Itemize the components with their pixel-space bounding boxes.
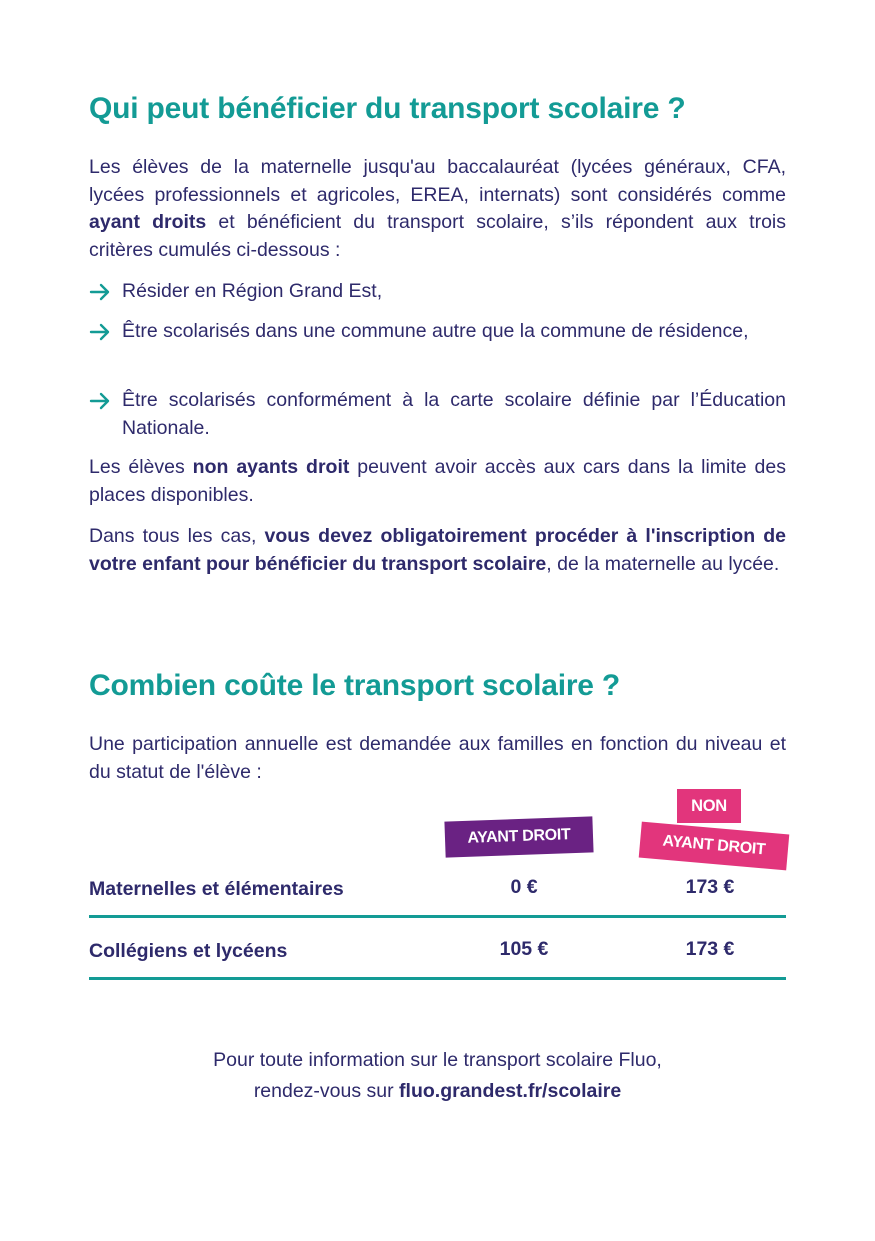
footer-line: rendez-vous sur fluo.grandest.fr/scolaire xyxy=(253,1080,622,1102)
ayant-droit-badge: AYANT DROIT xyxy=(444,816,593,857)
arrow-right-icon xyxy=(89,322,111,342)
section-title-cost: Combien coûte le transport scolaire ? xyxy=(89,669,621,702)
website-link[interactable]: fluo.grandest.fr/scolaire xyxy=(399,1080,622,1102)
arrow-right-icon xyxy=(89,282,111,302)
criteria-text: Être scolarisés conformément à la carte scolaire définie par l’Éducation Nationale. xyxy=(122,389,786,439)
non-ayants-droit-paragraph: Les élèves non ayants droit peuvent avoir accès aux cars dans la limite des places disponibles. xyxy=(89,456,786,506)
criteria-text: Être scolarisés dans une commune autre que la commune de résidence, xyxy=(122,320,749,342)
row-label-collegiens: Collégiens et lycéens xyxy=(89,940,288,962)
criteria-text: Résider en Région Grand Est, xyxy=(122,280,383,302)
cost-intro: Une participation annuelle est demandée aux familles en fonction du niveau et du statut de l'élève : xyxy=(89,733,786,783)
price-non-ayant-collegiens: 173 € xyxy=(685,938,735,960)
eligibility-intro: Les élèves de la maternelle jusqu'au baccalauréat (lycées généraux, CFA, lycées professionnels et agricoles, EREA, internats) sont considérés comme ayant droits et bénéficient du transport scolaire, s’ils répondent aux trois critères cumulés ci-dessous : xyxy=(89,156,787,261)
ayant-droits-emphasis: ayant droits xyxy=(89,211,207,233)
price-non-ayant-maternelles: 173 € xyxy=(685,876,735,898)
non-ayant-droit-badge: AYANT DROIT xyxy=(639,822,790,871)
price-ayant-maternelles: 0 € xyxy=(510,876,538,898)
arrow-right-icon xyxy=(89,391,111,411)
price-ayant-collegiens: 105 € xyxy=(499,938,549,960)
row-label-maternelles: Maternelles et élémentaires xyxy=(89,878,344,900)
section-title-eligibility: Qui peut bénéficier du transport scolaire ? xyxy=(89,92,686,125)
registration-paragraph: Dans tous les cas, vous devez obligatoirement procéder à l'inscription de votre enfant pour bénéficier du transport scolaire, de la maternelle au lycée. xyxy=(89,525,786,575)
footer-info xyxy=(89,1045,786,1107)
non-badge: NON xyxy=(677,789,741,823)
footer-line: Pour toute information sur le transport scolaire Fluo, xyxy=(213,1049,662,1071)
table-divider xyxy=(89,915,786,918)
table-divider xyxy=(89,977,786,980)
